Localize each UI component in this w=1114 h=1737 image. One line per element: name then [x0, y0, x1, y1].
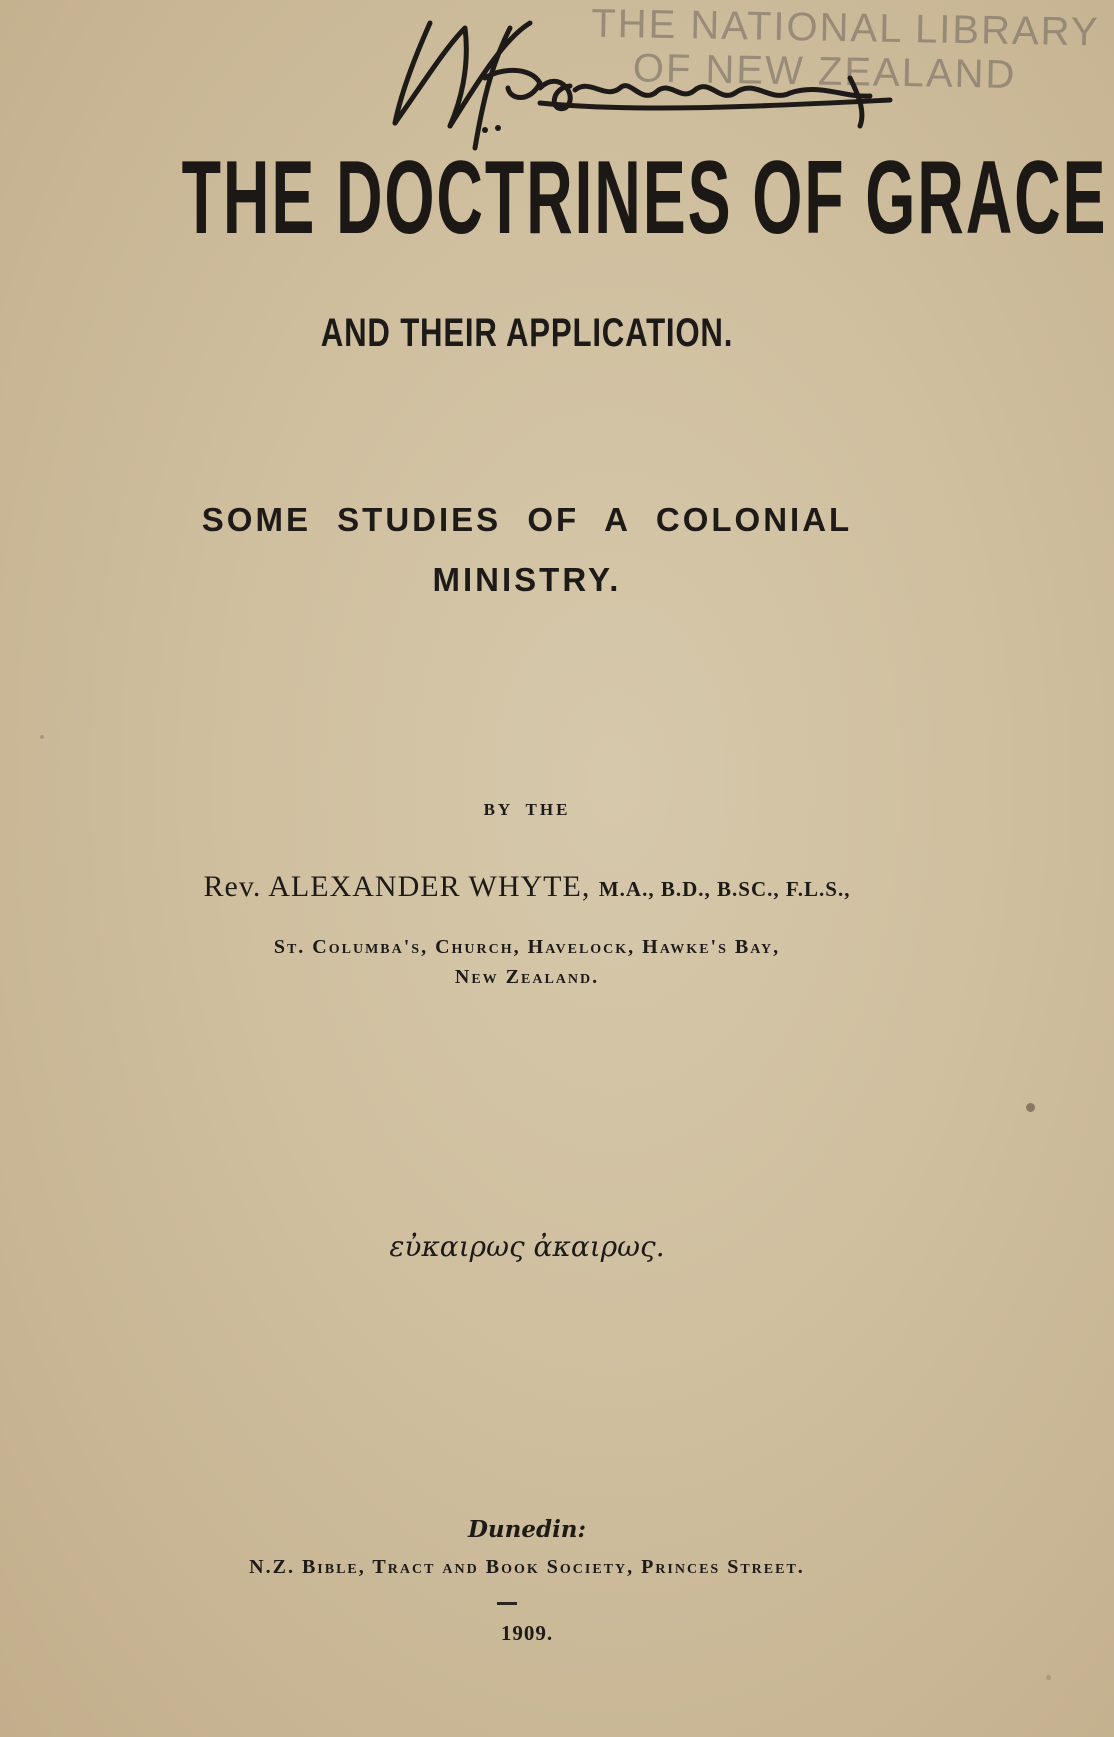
handwritten-signature — [390, 8, 980, 158]
church-line-2: New Zealand. — [454, 966, 600, 988]
greek-motto: εὐκαιρως ἀκαιρως. — [389, 1230, 665, 1263]
author-degrees: M.A., B.D., B.SC., F.L.S., — [598, 877, 851, 901]
studies-line-1: SOME STUDIES OF A COLONIAL — [201, 501, 853, 538]
paper-speck — [40, 735, 44, 739]
paper-spot — [1026, 1103, 1035, 1112]
imprint-place: Dunedin: — [467, 1516, 587, 1543]
paper-speck — [1046, 1675, 1051, 1680]
stamp-line-2: OF NEW ZEALAND — [632, 46, 1017, 97]
stamp-line-1: THE NATIONAL LIBRARY — [590, 1, 1100, 55]
author-name: Rev. ALEXANDER WHYTE, — [203, 870, 591, 903]
imprint-year: 1909. — [500, 1621, 554, 1645]
imprint-publisher: N.Z. Bible, Tract and Book Society, Princes Street. — [249, 1556, 805, 1578]
imprint-rule — [497, 1602, 517, 1605]
church-line-1: St. Columba's, Church, Havelock, Hawke's Bay, — [273, 936, 781, 958]
author-line — [0, 870, 1084, 904]
book-title: THE DOCTRINES OF GRACE — [181, 140, 1108, 256]
by-the-label: BY THE — [483, 800, 571, 819]
studies-line-2: MINISTRY. — [432, 561, 622, 598]
book-subtitle: AND THEIR APPLICATION. — [320, 311, 734, 355]
